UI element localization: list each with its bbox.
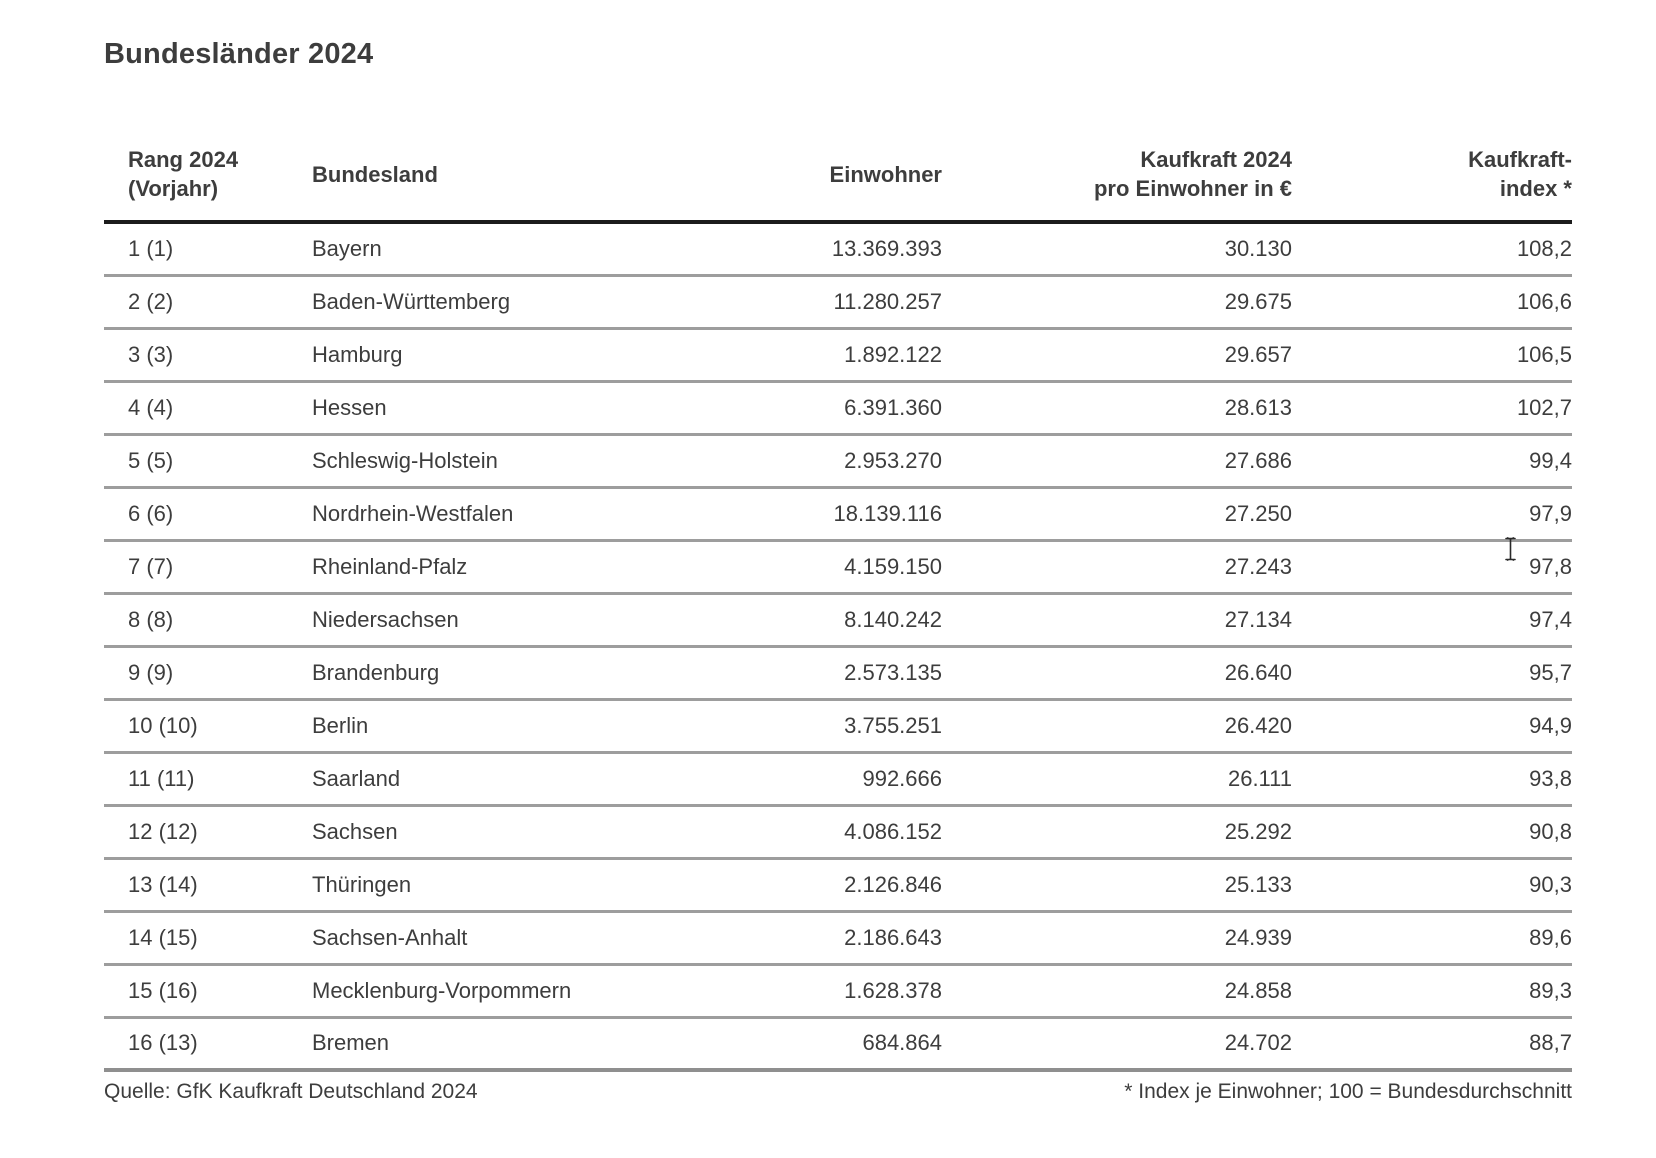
bundesland-cell: Niedersachsen bbox=[312, 593, 672, 646]
table-row bbox=[104, 381, 1572, 434]
index-cell: 89,3 bbox=[1292, 964, 1572, 1017]
rank-cell: 7 (7) bbox=[104, 540, 312, 593]
column-header-einwohner bbox=[672, 128, 942, 222]
header-line: (Vorjahr) bbox=[128, 176, 219, 201]
header-line: Einwohner bbox=[829, 161, 942, 187]
einwohner-cell: 2.953.270 bbox=[672, 434, 942, 487]
index-cell: 93,8 bbox=[1292, 752, 1572, 805]
table-header bbox=[104, 128, 1572, 222]
einwohner-cell: 8.140.242 bbox=[672, 593, 942, 646]
einwohner-cell: 1.892.122 bbox=[672, 328, 942, 381]
rank-cell: 6 (6) bbox=[104, 487, 312, 540]
table-row bbox=[104, 752, 1572, 805]
footnote-text: * Index je Einwohner; 100 = Bundesdurchschnitt bbox=[1124, 1080, 1572, 1103]
kaufkraft-cell: 27.250 bbox=[942, 487, 1292, 540]
kaufkraft-cell: 24.702 bbox=[942, 1017, 1292, 1070]
index-cell: 97,4 bbox=[1292, 593, 1572, 646]
bundesland-cell: Bayern bbox=[312, 235, 382, 261]
table-body bbox=[104, 222, 1572, 1070]
einwohner-cell: 11.280.257 bbox=[672, 275, 942, 328]
index-cell: 94,9 bbox=[1292, 699, 1572, 752]
index-cell: 102,7 bbox=[1292, 381, 1572, 434]
table-row bbox=[104, 328, 1572, 381]
header-line: index * bbox=[1499, 176, 1572, 201]
bundesland-cell: Brandenburg bbox=[312, 646, 672, 699]
einwohner-cell: 6.391.360 bbox=[672, 381, 942, 434]
bundesland-cell: Hessen bbox=[312, 381, 672, 434]
bundesland-cell: Thüringen bbox=[312, 858, 672, 911]
bundesland-cell: Berlin bbox=[312, 699, 672, 752]
table-row bbox=[104, 646, 1572, 699]
header-row bbox=[104, 128, 1572, 222]
kaufkraft-cell: 29.657 bbox=[942, 328, 1292, 381]
table-row bbox=[104, 593, 1572, 646]
kaufkraft-cell: 25.292 bbox=[942, 805, 1292, 858]
einwohner-cell: 2.126.846 bbox=[672, 858, 942, 911]
kaufkraft-cell: 30.130 bbox=[1224, 235, 1292, 261]
header-line: Kaufkraft 2024 bbox=[1140, 147, 1292, 172]
table-row bbox=[104, 275, 1572, 328]
index-cell: 90,3 bbox=[1292, 858, 1572, 911]
einwohner-cell: 2.573.135 bbox=[672, 646, 942, 699]
rank-cell: 14 (15) bbox=[104, 911, 312, 964]
kaufkraft-cell: 29.675 bbox=[942, 275, 1292, 328]
header-line: Kaufkraft- bbox=[1468, 147, 1572, 172]
index-cell: 106,6 bbox=[1292, 275, 1572, 328]
kaufkraft-cell: 26.640 bbox=[942, 646, 1292, 699]
rank-cell: 3 (3) bbox=[104, 328, 312, 381]
table-row bbox=[104, 222, 1572, 275]
einwohner-cell: 13.369.393 bbox=[831, 235, 942, 261]
index-cell: 88,7 bbox=[1292, 1017, 1572, 1070]
table-row bbox=[104, 964, 1572, 1017]
rank-cell: 4 (4) bbox=[104, 381, 312, 434]
kaufkraft-cell: 28.613 bbox=[942, 381, 1292, 434]
source-text: Quelle: GfK Kaufkraft Deutschland 2024 bbox=[104, 1080, 478, 1103]
bundesland-cell: Baden-Württemberg bbox=[312, 275, 672, 328]
column-header-kaufkraftindex bbox=[1292, 128, 1572, 222]
einwohner-cell: 18.139.116 bbox=[672, 487, 942, 540]
table-row bbox=[104, 911, 1572, 964]
kaufkraft-cell: 24.858 bbox=[942, 964, 1292, 1017]
einwohner-cell: 2.186.643 bbox=[672, 911, 942, 964]
table-row bbox=[104, 858, 1572, 911]
index-cell: 89,6 bbox=[1292, 911, 1572, 964]
einwohner-cell: 3.755.251 bbox=[672, 699, 942, 752]
bundesland-cell: Nordrhein-Westfalen bbox=[312, 487, 672, 540]
rank-cell: 9 (9) bbox=[104, 646, 312, 699]
kaufkraft-cell: 25.133 bbox=[942, 858, 1292, 911]
header-line: pro Einwohner in € bbox=[1093, 176, 1292, 201]
index-cell: 90,8 bbox=[1292, 805, 1572, 858]
table-row bbox=[104, 540, 1572, 593]
einwohner-cell: 4.086.152 bbox=[672, 805, 942, 858]
kaufkraft-cell: 26.111 bbox=[942, 752, 1292, 805]
rank-cell: 12 (12) bbox=[104, 805, 312, 858]
einwohner-cell: 992.666 bbox=[672, 752, 942, 805]
bundesland-cell: Mecklenburg-Vorpommern bbox=[312, 964, 672, 1017]
column-header-bundesland bbox=[312, 128, 672, 222]
kaufkraft-cell: 27.243 bbox=[942, 540, 1292, 593]
index-cell: 99,4 bbox=[1292, 434, 1572, 487]
index-cell: 106,5 bbox=[1292, 328, 1572, 381]
column-header-kaufkraft bbox=[942, 128, 1292, 222]
column-header-rang bbox=[104, 128, 312, 222]
rank-cell: 11 (11) bbox=[104, 752, 312, 805]
rank-cell: 8 (8) bbox=[104, 593, 312, 646]
bundesland-cell: Sachsen bbox=[312, 805, 672, 858]
table-row bbox=[104, 487, 1572, 540]
page-title: Bundesländer 2024 bbox=[104, 38, 374, 70]
rank-cell: 13 (14) bbox=[104, 858, 312, 911]
table-row bbox=[104, 434, 1572, 487]
bundesland-cell: Hamburg bbox=[312, 328, 672, 381]
rank-cell: 16 (13) bbox=[104, 1017, 312, 1070]
kaufkraft-table bbox=[104, 128, 1572, 1072]
einwohner-cell: 4.159.150 bbox=[672, 540, 942, 593]
rank-cell: 1 (1) bbox=[128, 235, 174, 261]
header-line: Bundesland bbox=[312, 161, 438, 187]
kaufkraft-cell: 26.420 bbox=[942, 699, 1292, 752]
index-cell: 108,2 bbox=[1516, 235, 1572, 261]
bundesland-cell: Sachsen-Anhalt bbox=[312, 911, 672, 964]
index-cell: 97,8 bbox=[1292, 540, 1572, 593]
kaufkraft-cell: 27.134 bbox=[942, 593, 1292, 646]
bundesland-cell: Schleswig-Holstein bbox=[312, 434, 672, 487]
bundesland-cell: Saarland bbox=[312, 752, 672, 805]
index-cell: 95,7 bbox=[1292, 646, 1572, 699]
index-cell: 97,9 bbox=[1292, 487, 1572, 540]
einwohner-cell: 684.864 bbox=[672, 1017, 942, 1070]
table-row bbox=[104, 699, 1572, 752]
rank-cell: 2 (2) bbox=[104, 275, 312, 328]
rank-cell: 15 (16) bbox=[104, 964, 312, 1017]
rank-cell: 10 (10) bbox=[104, 699, 312, 752]
bundesland-cell: Bremen bbox=[312, 1017, 672, 1070]
kaufkraft-cell: 24.939 bbox=[942, 911, 1292, 964]
table-footer bbox=[104, 1080, 1572, 1104]
rank-cell: 5 (5) bbox=[104, 434, 312, 487]
bundesland-cell: Rheinland-Pfalz bbox=[312, 540, 672, 593]
table-row bbox=[104, 1017, 1572, 1070]
kaufkraft-cell: 27.686 bbox=[942, 434, 1292, 487]
table-row bbox=[104, 805, 1572, 858]
header-line: Rang 2024 bbox=[128, 147, 239, 172]
einwohner-cell: 1.628.378 bbox=[672, 964, 942, 1017]
